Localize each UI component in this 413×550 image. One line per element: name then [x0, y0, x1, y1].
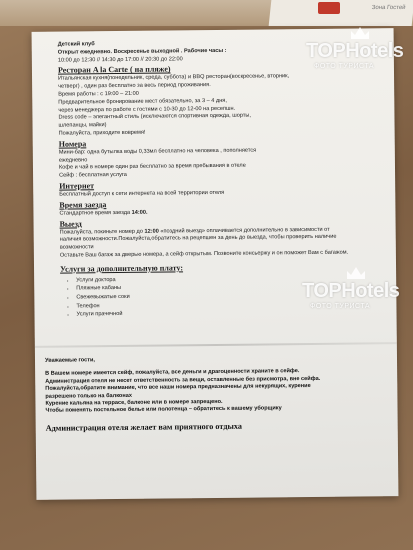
paid-services-heading: Услуги за дополнительную плату:: [59, 263, 184, 274]
restaurant-line: Предварительное бронирование мест обязательно, за 3 – 4 дня,: [58, 97, 227, 106]
list-item: • Услуги доктора: [76, 273, 386, 285]
guest-notice: [45, 354, 376, 432]
watermark-subtitle: ФОТО ТУРИСТА: [310, 303, 371, 310]
notice-line: Администрация отеля не несет ответственность за вещи, оставленные без присмотра, вне сейфа.: [45, 375, 321, 385]
rooms-line: Кофе и чай в номере один раз бесплатно за время пребывания в отеле: [58, 163, 246, 171]
restaurant-heading: Ресторан A la Carte ( на пляже): [57, 64, 171, 76]
list-item: • Телефон: [76, 299, 386, 311]
rooms-heading: Номера: [58, 139, 87, 149]
restaurant-line: Пожалуйста, приходите вовремя!: [58, 129, 146, 137]
checkout-time: 12:00: [144, 228, 159, 235]
internet-heading: Интернет: [59, 181, 95, 191]
restaurant-line: Время работы : с 19:00 – 21:00: [58, 90, 139, 98]
list-item: • Пляжные кабаны: [76, 282, 386, 294]
list-item: • Свежевыжатые соки: [76, 290, 386, 302]
kids-club-times: 10:00 до 12:30 // 14:30 до 17:00 // 20:30 до 22:00: [57, 55, 183, 64]
checkout-line: Оставьте Ваш багаж за дверью номера, а сейф открытым. Позвоните консьержу и он поможет Вам с багажом.: [59, 249, 349, 259]
checkout-text: Пожалуйста, покиньте номер до: [59, 228, 145, 236]
red-object: [318, 2, 340, 14]
restaurant-line: шлепанцы, майки): [58, 122, 107, 129]
internet-line: Бесплатный доступ к сети интернета на всей территории отеля: [59, 189, 225, 198]
crown-icon: [346, 266, 366, 280]
paper-fold: [35, 342, 397, 348]
notice-closing: Администрация отеля желает вам приятного отдыха: [45, 421, 242, 433]
notice-line: В Вашем номере имеется сейф, пожалуйста, все деньги и драгоценности храните в сейфе.: [45, 368, 300, 378]
restaurant-line: Dress code – элегантный стиль (исключаются спортивная одежда, шорты,: [58, 112, 252, 122]
crown-icon: [350, 26, 370, 40]
watermark-subtitle: ФОТО ТУРИСТА: [314, 63, 375, 70]
tophotels-watermark: [296, 262, 406, 324]
restaurant-line: четверг) , один раз бесплатно за весь период проживания.: [58, 82, 211, 90]
watermark-logo: TOPHotels: [302, 280, 400, 302]
restaurant-line: Итальянская кухня(понедельник, среда, суббота) и BBQ ресторан(воскресенье, вторник,: [58, 73, 290, 83]
notice-line: Чтобы поменять постельное белье или полотенца – обратитесь к вашему уборщику: [45, 405, 282, 415]
checkout-heading: Выезд: [59, 218, 82, 229]
background-paper-text: Зона Гостей: [371, 5, 406, 11]
watermark-logo: TOPHotels: [306, 40, 404, 62]
checkout-line: возможности: [59, 244, 94, 251]
checkin-time: 14:00.: [131, 209, 148, 216]
rooms-line: Мини-бар: одна бутылка воды 0,33мл бесплатно на человека , пополняется: [58, 147, 257, 156]
rooms-line: ежедневно: [58, 156, 88, 164]
checkin-heading: Время заезда: [59, 199, 107, 210]
tophotels-watermark: [300, 22, 410, 84]
kids-club-label: Детский клуб: [57, 41, 95, 48]
list-item: • Услуги прачечной: [76, 307, 386, 319]
notice-line: Курение кальяна на террасе, балконе или в номере запрещено.: [45, 398, 223, 407]
notice-line: разрешено только на балконах: [45, 392, 132, 400]
notice-line: Пожалуйста,обратите внимание, что все наши номера предназначены для некурящих, курение: [45, 383, 311, 393]
notice-greeting: Уважаемые гости,: [44, 357, 95, 364]
checkin-prefix: Стандартное время заезда: [59, 209, 132, 217]
checkout-line: наличия возможности.Пожалуйста,обратитесь на рецепшен за день до выезда, чтобы проверить наличие: [59, 234, 337, 243]
checkout-text: «поздний выезд» оплачивается дополнительно в зависимости от: [158, 226, 330, 235]
restaurant-line: через менеджера по работе с гостями с 10-30 до 12-00 на ресепшн.: [58, 105, 236, 114]
kids-club-hours: Открыт ежедневно. Воскресенье выходной . Рабочие часы :: [57, 47, 227, 56]
rooms-line: Сейф : бесплатная услуга: [59, 172, 127, 179]
